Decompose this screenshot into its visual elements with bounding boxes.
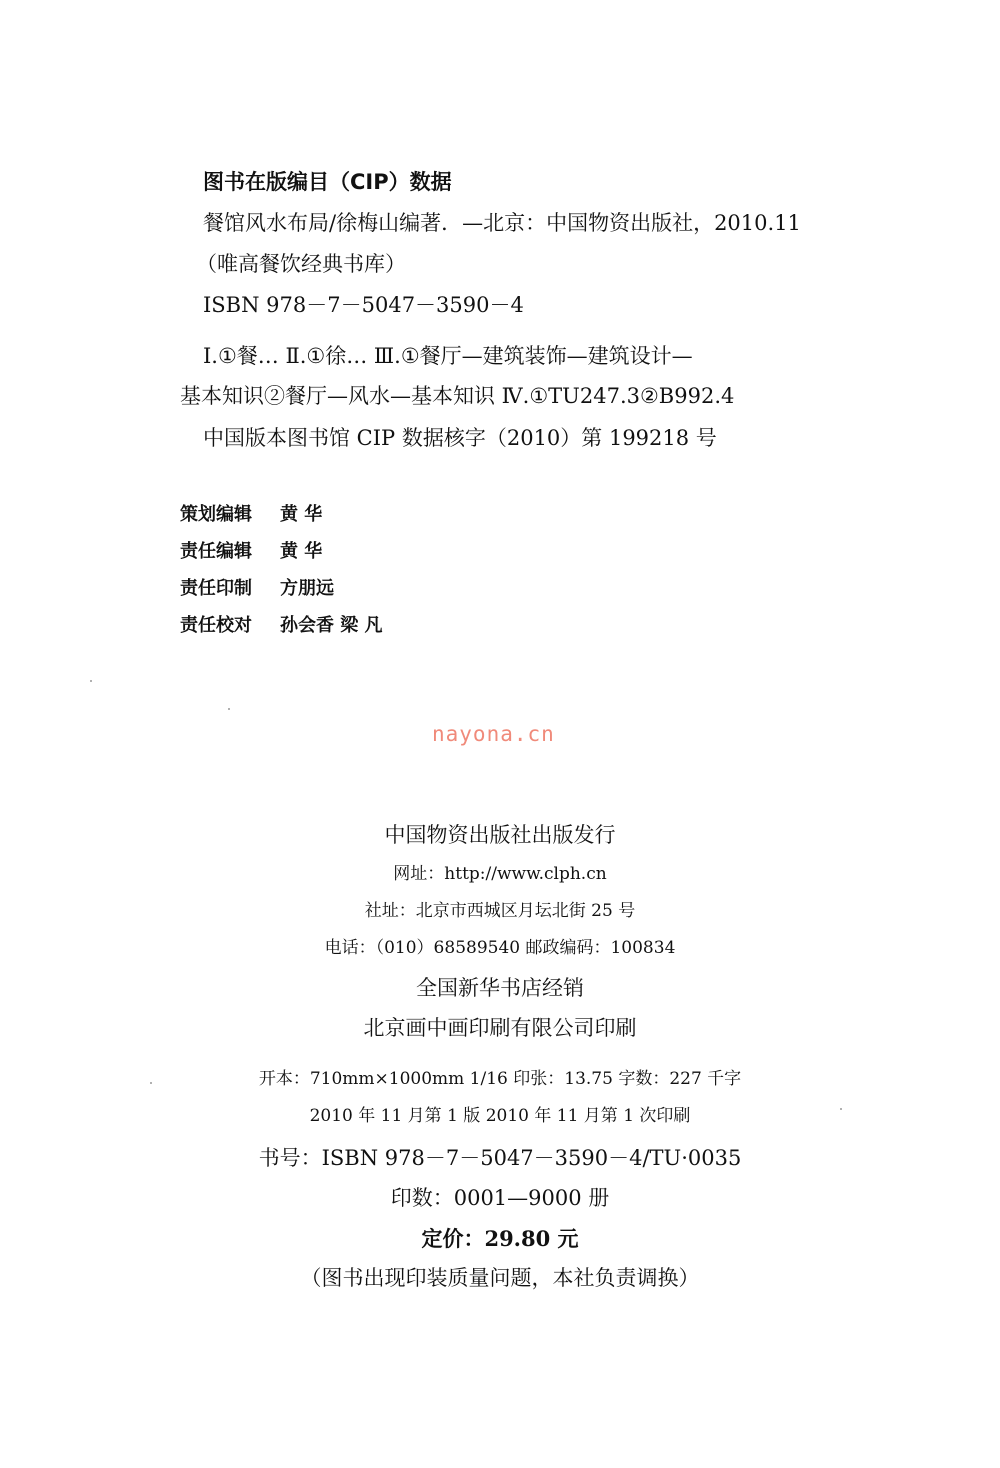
- credit-role: 责任印制: [180, 578, 252, 599]
- edition-info: 2010 年 11 月第 1 版 2010 年 11 月第 1 次印刷: [309, 1106, 691, 1126]
- book-number: 书号：ISBN 978－7－5047－3590－4/TU·0035: [258, 1146, 742, 1170]
- cip-classification-1: Ⅰ.①餐… Ⅱ.①徐… Ⅲ.①餐厅—建筑装饰—建筑设计—: [203, 344, 693, 368]
- cip-series: （唯高餐饮经典书库）: [196, 252, 406, 276]
- publisher-contact: 电话：（010）68589540 邮政编码：100834: [324, 938, 676, 958]
- cip-classification-2: 基本知识②餐厅—风水—基本知识 Ⅳ.①TU247.3②B992.4: [180, 384, 735, 408]
- credit-name: 黄 华: [280, 541, 323, 562]
- scan-speck: [150, 1082, 152, 1084]
- publisher-address: 社址：北京市西城区月坛北街 25 号: [364, 901, 636, 921]
- watermark-text: nayona.cn: [432, 722, 555, 746]
- scan-speck: [90, 680, 92, 682]
- credit-name: 孙会香 梁 凡: [280, 615, 383, 636]
- print-run: 印数：0001—9000 册: [390, 1186, 610, 1210]
- distributor: 全国新华书店经销: [416, 976, 584, 1000]
- price: 定价：29.80 元: [421, 1226, 579, 1251]
- quality-notice: （图书出现印装质量问题，本社负责调换）: [300, 1266, 700, 1290]
- credit-name: 方朋远: [280, 578, 334, 599]
- credit-planning-editor: [180, 506, 322, 524]
- scan-speck: [840, 1108, 842, 1110]
- cip-isbn: ISBN 978－7－5047－3590－4: [203, 293, 524, 317]
- credit-role: 责任校对: [180, 615, 252, 636]
- scan-speck: [228, 708, 230, 710]
- cip-title: 图书在版编目（CIP）数据: [203, 170, 452, 194]
- credit-role: 责任编辑: [180, 541, 252, 562]
- format-info: 开本：710mm×1000mm 1/16 印张：13.75 字数：227 千字: [258, 1069, 742, 1089]
- publisher-website: 网址：http://www.clph.cn: [393, 864, 607, 884]
- cip-record-number: 中国版本图书馆 CIP 数据核字（2010）第 199218 号: [203, 426, 717, 450]
- publisher-issuer: 中国物资出版社出版发行: [384, 823, 616, 847]
- printer: 北京画中画印刷有限公司印刷: [363, 1016, 637, 1040]
- cip-book-info: 餐馆风水布局/徐梅山编著．—北京：中国物资出版社，2010.11: [203, 211, 801, 235]
- credit-print-manager: [180, 580, 334, 598]
- credit-role: 策划编辑: [180, 504, 252, 525]
- credit-responsible-editor: [180, 543, 322, 561]
- credit-name: 黄 华: [280, 504, 323, 525]
- credit-proofreaders: [180, 617, 383, 635]
